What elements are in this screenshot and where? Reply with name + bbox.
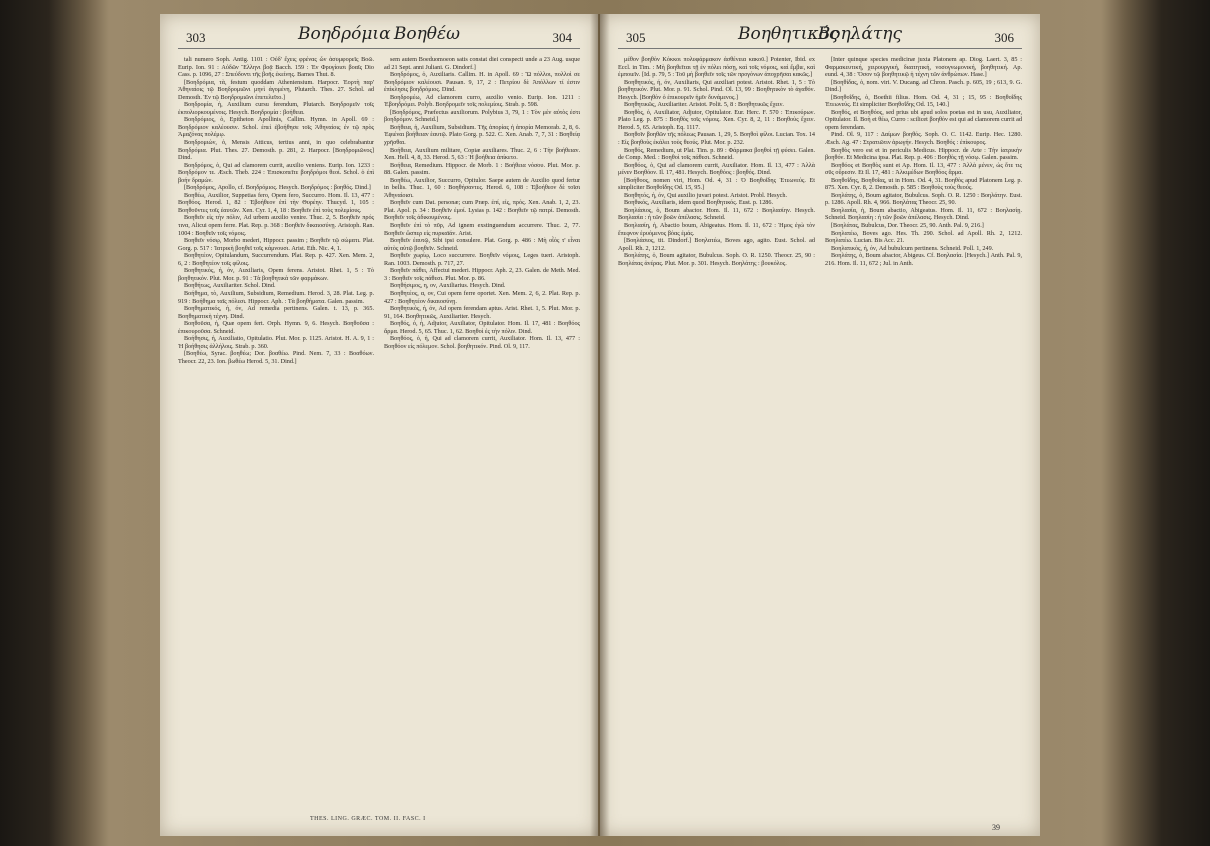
paragraph: [Βοηλάτας, Bubulcus, Dor. Theocr. 25, 90. Anth. Pal. 9, 216.] bbox=[831, 222, 984, 230]
running-headword: Βοηθέω bbox=[393, 24, 460, 44]
paragraph: Βοηθὸς vero est et in periculis Medicus. Hippocr. de Arte : Τὴν ἰατρικὴν βοηθόν. Et Medicina ipsa. Plat. Rep. p. 406 : Βοηθὸς τῇ νόσῳ. Galen. passim. bbox=[825, 146, 1022, 162]
paragraph: Βοήθεια, Auxilium militare, Copiæ auxiliares. Thuc. 2, 6 : Τὴν βοήθειαν. Xen. Hell. 4, 8, 33. Herod. 5, 63 : Ἡ βοήθεια ἀπίκετο. bbox=[384, 146, 580, 162]
paragraph: Βοηδρομιών, ὁ, Mensis Atticus, tertius anni, in quo celebrabantur Βοηδρόμια. Plut. Thes. 27. Demosth. p. 281, 2. Harpocr. [Βοηδρομιῶνος] Dind. bbox=[178, 139, 374, 162]
header-rule bbox=[618, 48, 1022, 49]
running-headword: Βοηθητικός bbox=[738, 24, 839, 44]
right-page bbox=[600, 14, 1040, 836]
paragraph: Βοηθικός, Auxiliaris, idem quod Βοηθητικός. Eust. p. 1286. bbox=[624, 199, 774, 207]
paragraph: [Βοηδρόμια, τὰ, festum quoddam Atheniensium. Harpocr. Ἑορτὴ παρ' Ἀθηναίοις τῷ Βοηδρομιῶνι μηνὶ ἀγομένη, Plutarch. Thes. 27. Schol. ad Demosth. Ἐν τῷ Βοηδρομιῶνι ἐπετελεῖτο.] bbox=[178, 78, 374, 101]
paragraph: Βοηθεῖν εἰς τὴν πόλιν, Ad urbem auxilio venire. Thuc. 2, 5. Βοηθεῖν πρός τινα, Alicui opem ferre. Plat. Rep. p. 368 : Βοηθεῖν δικαιοσύνῃ. Aristoph. Ran. 1004 : Βοηθεῖν τοῖς νόμοις. bbox=[178, 214, 374, 237]
page-number: 305 bbox=[626, 30, 646, 45]
paragraph: Βοηθητικός, ή, όν, Ad opem ferendam aptus. Arist. Rhet. 1, 5. Plut. Mor. p. 91, 164. Βοηθητικῶς, Auxiliariter. Hesych. bbox=[384, 305, 580, 320]
paragraph: Βοηθόος, ὁ, Qui ad clamorem currit, Auxiliator. Hom. Il. 13, 477 : Ἀλλὰ μένεν Βοηθόον. Il. 17, 481. Hesych. Βοηθόος : βοηθός. Dind. bbox=[618, 161, 815, 177]
paragraph: Βοηθητός, ή, όν, Qui auxilio juvari potest. Aristot. Probl. Hesych. bbox=[624, 191, 788, 199]
paragraph: Βοηθοΐδης, Βοηθοΐας, ut in Hom. Od. 4, 31. Βοηθὸς apud Platonem Leg. p. 875. Xen. Cyr. 8, 2. Demosth. p. 585 : Βοηθοὺς τοὺς θεούς. bbox=[825, 176, 1022, 192]
text-columns bbox=[618, 56, 1022, 822]
paragraph: Βοηθητικός, ή, όν, Auxiliaris, Opem ferens. Aristot. Rhet. 1, 5 : Τὸ βοηθητικόν. Plut. Mor. p. 91 : Τὰ βοηθητικὰ τῶν φαρμάκων. bbox=[178, 267, 374, 282]
page-number: 306 bbox=[994, 30, 1014, 45]
page-footer: THES. LING. GRÆC. TOM. II. FASC. I bbox=[310, 816, 426, 822]
text-column bbox=[618, 56, 815, 822]
paragraph: Βοηλατέω, Boves ago. Hes. Th. 290. Schol. ad Apoll. Rh. 2, 1212. Βοηλατέω. Lucian. Bis Acc. 21. bbox=[825, 229, 1022, 245]
paragraph: Βοηθεῖν χωρίῳ, Loco succurrere. Βοηθεῖν νόμοις, Leges tueri. Aristoph. Ran. 1003. Demosth. p. 717, 27. bbox=[384, 252, 580, 267]
paragraph: Βοηδρόμιος, ὁ, Epitheton Apollinis, Callim. Hymn. in Apoll. 69 : Βοηδρόμιον καλέουσιν. Schol. ἐπεὶ ἐβοήθησε τοῖς Ἀθηναίοις ἐν τῷ πρὸς Ἀμαζόνας πολέμῳ. bbox=[178, 116, 374, 139]
signature-mark: 39 bbox=[992, 823, 1000, 832]
paragraph: [Βοηθοΐδης, ὁ, Boethii filius. Hom. Od. 4, 31 ; 15, 95 : Βοηθοΐδης Ἐτεωνεύς. Et simpliciter Βοηθοΐδης Od. 15, 140.] bbox=[825, 93, 1022, 109]
paragraph: Βοηθέω, Auxilior, Suppetias fero, Opem fero, Succurro. Hom. Il. 13, 477 : Βοηθόος. Herod. 1, 82 : Ἐβοήθεον ἐπὶ τὴν Θυρέην. Thucyd. 1, 105 : Βοηθοῦντες τοῖς ἑαυτῶν. Xen. Cyr. 1, 4, 18 : Βοηθεῖν ἐπὶ τοὺς πολεμίους. bbox=[178, 191, 374, 214]
paragraph: Βοηλασία, ἡ, Boum abactio, Abigeatus. Hom. Il. 11, 672 : Βοηλασίῃ. Schneid. Βοηλασίη : ἡ τῶν βοῶν ἀπέλασις. Hesych. Dind. bbox=[825, 206, 1022, 222]
paragraph: Βοηδρόμος, ὁ, Qui ad clamorem currit, auxilio veniens. Eurip. Ion. 1233 : Βοηδρόμον τε. Æsch. Theb. 224 : Ἐπισκοπεῖτε βοηδρόμοι θεοί. Schol. ὁ ἐπὶ βοήν δραμών. bbox=[178, 161, 374, 184]
left-page-header bbox=[178, 24, 580, 50]
paragraph: tali numero Soph. Antig. 1101 : Οὐδ' ἔχεις φρένας ὧν ἀσυμφορεῖς Βοῶ. Eurip. Ion. 91 : Αὐδῶν Ἕλληνι βοᾷ Bacch. 159 : Ἐν Φρυγίοισι βοαῖς Dio Cass. p. 1096, 27 : Σπεύδοντι τῆς βοῆς ἐκείνης. Barnes Thut. 8. bbox=[178, 56, 374, 79]
paragraph: [Βοήθοος, nomen viri, Hom. Od. 4, 31 : Ὁ Βοηθοΐδης Ἐτεωνεύς. Et simpliciter Βοηθοΐδης Od. 15, 95.] bbox=[618, 176, 815, 192]
paragraph: Βοηλασίη, ἡ, Abactio boum, Abigeatus. Hom. Il. 11, 672 : Ἡμος ἐγὼ τὸν ἔπεφνον ἐρυόμενος βόας ἐμάς. bbox=[618, 222, 815, 237]
paragraph: Βοηθόος, ὁ, ἡ, Qui ad clamorem currit, Auxiliator. Hom. Il. 13, 477 : Βοηθόον εἰς πόλεμον. Schol. βοηθητικόν. Pind. Ol. 9, 117. bbox=[384, 335, 580, 350]
paragraph: Pind. Ol. 9, 117 : Δαίμων βοηθός. Soph. O. C. 1142. Eurip. Hec. 1280. Æsch. Ag. 47 : Στρατιῶτιν ἀρωγήν. Hesych. Βοηθός : ἐπίκουρος. bbox=[825, 131, 1022, 147]
paragraph: μέθον βοηθὸν Κόκκοι πολυφάρμακον ἀσθένεια κακοῦ.] Potenter, Ibid. ex Eccl. in Tim. : Μὴ βοηθεῖται τῇ ἐν πόλει πόσῃ, καὶ τοῖς νόμοις, καὶ ἔμβιε, καὶ ἐμποιεῖν. [Id. p. 79, 5 : Τοῦ μὴ βοηθεῖν τοῖς τῶν προγόνων ἀποχρῆσαι κακῶς.] bbox=[618, 56, 815, 79]
paragraph: Βοηθοῦσα, ἡ, Quæ opem fert. Orph. Hymn. 9, 6. Hesych. Βοηθοῦσα : ἐπικουροῦσα. Schneid. bbox=[178, 320, 374, 335]
paragraph: [Βοηδρόμος, Præfectus auxiliorum. Polybius 3, 79, 1 : Τὸν μὲν αὐτὸς ἐστι βοηδρόμον. Schneid.] bbox=[384, 108, 580, 124]
paragraph: Βοηλατικὸς, ή, όν, Ad bubulcum pertinens. Schneid. Poll. 1, 249. bbox=[831, 244, 994, 252]
text-columns bbox=[178, 56, 580, 822]
paragraph: Βοηθός, Remedium, ut Plat. Tim. p. 89 : Φάρμακα βοηθοὶ τῇ φύσει. Galen. de Comp. Med. : Βοηθοὶ τοῖς πάθεσι. Schneid. bbox=[618, 146, 815, 162]
paragraph: Βοηθὸς, ὁ, Auxiliator, Adjutor, Opitulator. Eur. Herc. F. 570 : Ἐπικούρων. Plato Leg. p. 875 : Βοηθὸς τοῖς νόμοις. Xen. Cyr. 8, 2, 11 : Βοηθοὺς ἔχειν. Herod. 5, 65. Aristoph. Eq. 1117. bbox=[618, 108, 815, 131]
paragraph: Βοηθηματικός, ή, όν, Ad remedia pertinens. Galen. t. 13, p. 365. Βοηθηματικὴ τέχνη. Dind. bbox=[178, 305, 374, 320]
header-rule bbox=[178, 48, 580, 49]
paragraph: Βοηθητικός, ή, όν, Auxiliaris, Qui auxiliari potest. Aristot. Rhet. 1, 5 : Τὸ βοηθητικόν. Plut. Mor. p. 91. Schol. Pind. Ol. 13, 99 : Βοηθητικὸν τὸ ἀγαθόν. Hesych. [Βοηθὸν ὁ ἐπικουρεῖν ἡμῖν δυνάμενος.] bbox=[618, 78, 815, 101]
paragraph: Βοηθοῖν βοηθῶν τῆς πόλεως Pausan. 1, 29, 5. Βοηθοὶ φίλοι. Lucian. Tox. 14 : Εἰς βοηθοὺς ἐκάλει τοὺς θεούς. Plut. Mor. p. 232. bbox=[618, 131, 815, 147]
paragraph: [Βοηθέω, Syrac. βοηθέω; Dor. βοαθέω. Pind. Nem. 7, 33 : Βοαθόων. Theocr. 22, 23. Ion. βωθέω Herod. 5, 31. Dind.] bbox=[178, 350, 374, 365]
paragraph: Βοηδρομία, ἡ, Auxilium cursu ferendum, Plutarch. Βοηδρομεῖν τοῖς ἐκπολιορκουμένοις. Hesych. Βοηδρομία : βοήθεια. bbox=[178, 101, 374, 116]
left-page bbox=[160, 14, 598, 836]
paragraph: Βοηθέω, Auxilior, Succurro, Opitulor. Saepe autem de Auxilio quod fertur in bellis. Thuc. 1, 60 : Βοηθήσαντες. Herod. 6, 108 : Ἐβοήθεον δὲ τοῖσι Ἀθηναίοισι. bbox=[384, 176, 580, 199]
paragraph: Βοήθημα, τὸ, Auxilium, Subsidium, Remedium. Herod. 3, 28. Plat. Leg. p. 919 : Βοήθημα ταῖς πόλεσι. Hippocr. Aph. : Τὰ βοηθήματα. Galen. passim. bbox=[178, 289, 374, 305]
paragraph: Βοηδρόμος, ὁ, Auxiliaris. Callim. H. in Apoll. 69 : Ὤ πόλλοι, πολλοὶ σε Βοηδρόμιον καλέουσι. Pausan. 9, 17, 2 : Πετρίου δὲ Ἀπόλλων τί ἐστιν ἐπίκλησις βοηδρόμιος. Dind. bbox=[384, 71, 580, 94]
paragraph: Βοηθόος et Βοηθὸς sunt et Ap. Hom. Il. 13, 477 : Ἀλλὰ μένεν, ὡς ὅτε τις σῦς οὔρεσιν. Et Il. 17, 481 : Ἀλκιμέδων Βοηθόος ἅρμα. bbox=[825, 161, 1022, 177]
paragraph: Βοηθήσιμος, η, ον, Auxiliarius. Hesych. Dind. bbox=[390, 282, 506, 290]
paragraph: Βοηθήτως, Auxiliariter. Schol. Dind. bbox=[184, 282, 276, 290]
paragraph: Βοηλάσιος, ὁ, Boum abactor. Hom. Il. 11, 672 : Βοηλασίην. Hesych. Βοηλασία : ἡ τῶν βοῶν ἀπέλασις. Schneid. bbox=[618, 206, 815, 222]
paragraph: Βοήθεια, ἡ, Auxilium, Subsidium. Τῆς ἀπορίας ἡ ἀπορία Memorab. 2, 8, 6. Ἐφιέναι βοήθειαν ἑαυτῷ. Plato Gorg. p. 522. C. Xen. Anab. 7, 7, 31 : Βοηθείᾳ χρῆσθαι. bbox=[384, 123, 580, 147]
text-column bbox=[825, 56, 1022, 822]
paragraph: Βοηθητέος, α, ον, Cui opem ferre oportet. Xen. Mem. 2, 6, 2. Plat. Rep. p. 427 : Βοηθητέον δικαιοσύνῃ. bbox=[384, 289, 580, 305]
paragraph: Βοηθεῖν cum Dat. personæ; cum Præp. ἐπί, εἰς, πρός. Xen. Anab. 1, 2, 23. Plat. Apol. p. 34 : Βοηθεῖν ἐμοί. Lysias p. 142 : Βοηθεῖν τῷ πατρί. Demosth. Βοηθεῖν τοῖς ἀδικουμένοις. bbox=[384, 199, 580, 222]
paragraph: Βοήθεια, Remedium. Hippocr. de Morb. 1 : Βοήθεια νόσου. Plut. Mor. p. 88. Galen. passim. bbox=[384, 161, 580, 177]
running-headword: Βοηδρόμια bbox=[298, 24, 391, 44]
page-number: 303 bbox=[186, 30, 206, 45]
running-headword: Βοηλάτης bbox=[817, 24, 902, 44]
paragraph: [Βοηδρόμος, Apollo, cf. Βοηδρόμιος. Hesych. Βοηδρόμος : βοηθός. Dind.] bbox=[184, 184, 371, 192]
paragraph: Βοηθός, ὁ, ἡ, Adjutor, Auxiliator, Opitulator. Hom. Il. 17, 481 : Βοηθόος ἅρμα. Herod. 5, 65. Thuc. 1, 62. Βοηθοὶ ἐς τὴν πόλιν. Dind. bbox=[384, 320, 580, 335]
paragraph: Βοηθός, et Βοηθόος, sed prius ubi apud solos poetas est in usu, Auxiliator, Opitulator. Il. Βοὴ et θέω, Curro : scilicet βοηθὸν est qui ad clamorem currit ad opem ferendam. bbox=[825, 108, 1022, 131]
paragraph: Βοηθεῖν ἐπὶ τὸ πῦρ, Ad ignem exstinguendum accurrere. Thuc. 2, 77. Βοηθεῖν ὥσπερ εἰς πυρκαϊάν. Arist. bbox=[384, 222, 580, 237]
text-column bbox=[178, 56, 374, 822]
paragraph: Βοηθεῖν ἑαυτῷ, Sibi ipsi consulere. Plat. Gorg. p. 486 : Μὴ οἷός τ' εἶναι αὐτὸς αὑτῷ βοηθεῖν. Schneid. bbox=[384, 237, 580, 252]
paragraph: Βοήθησις, ἡ, Auxiliatio, Opitulatio. Plut. Mor. p. 1125. Aristot. H. A. 9, 1 : Ἡ βοήθησις ἀλλήλοις. Strab. p. 360. bbox=[178, 335, 374, 350]
paragraph: Βοηλάτης, ὁ, Boum abactor, Abigeus. Cf. Βοηλασία. [Hesych.] Anth. Pal. 9, 216. Hom. Il. 11, 672 ; Jul. in Anth. bbox=[825, 252, 1022, 267]
paragraph: Βοηδρομέω, Ad clamorem curro, auxilio venio. Eurip. Ion. 1211 : Ἐβοηδρόμει. Polyb. Βοηδρομεῖν τοῖς πολεμίοις. Strab. p. 598. bbox=[384, 93, 580, 109]
paragraph: sem autem Boeduomoeon satis constat diei conspecti unde a 23 Aug. usque ad 21 Sept. anni Juliani. G. Dindorf.] bbox=[384, 56, 580, 71]
paragraph: Βοηθητέον, Opitulandum, Succurrendum. Plat. Rep. p. 427. Xen. Mem. 2, 6, 2 : Βοηθητέον τοῖς φίλοις. bbox=[178, 252, 374, 267]
book-gutter bbox=[590, 14, 610, 836]
text-column bbox=[384, 56, 580, 822]
paragraph: Βοηθεῖν πάθει, Affectui mederi. Hippocr. Aph. 2, 23. Galen. de Meth. Med. 3 : Βοηθεῖν τοῖς πάθεσι. Plut. Mor. p. 86. bbox=[384, 267, 580, 282]
paragraph: Βοηλάτης, ὁ, Boum agitator, Bubulcus. Soph. O. R. 1250 : Βοηλάτην. Eust. p. 1286. Apoll. Rh. 4, 966. Βοηλάτας Theocr. 25, 90. bbox=[825, 191, 1022, 207]
paragraph: [Βοηθίδας, ὁ, nom. viri. V. Ducang. ad Chron. Pasch. p. 605, 19 ; 613, 9. G. Dind.] bbox=[825, 78, 1022, 94]
right-page-header bbox=[618, 24, 1022, 50]
paragraph: [Βοηλάσιος, tit. Dindorf.] Βοηλατέω, Boves ago, agito. Eust. Schol. ad Apoll. Rh. 2, 1212. bbox=[618, 237, 815, 252]
page-number: 304 bbox=[552, 30, 572, 45]
paragraph: Βοηθητικῶς, Auxiliariter. Aristot. Polit. 5, 8 : Βοηθητικῶς ἔχειν. bbox=[624, 101, 784, 109]
paragraph: Βοηλάτης, ὁ, Boum agitator, Bubulcus. Soph. O. R. 1250. Theocr. 25, 90 : Βοηλάτας ἀνέρας. Plut. Mor. p. 301. Hesych. Βοηλάτης : βουκόλος. bbox=[618, 252, 815, 267]
paragraph: [Inter quinque species medicinæ juxta Platonem ap. Diog. Laert. 3, 85 : Φαρμακευτική, χειρουργική, διαιτητική, νοσογνωμονική, βοηθητική. Ap. eund. 4, 38 : Ὅσον τῷ βοηθητικῷ ἡ τέχνη τῶν ἀνθρώπων. Hase.] bbox=[825, 56, 1022, 79]
paragraph: Βοηθεῖν νόσῳ, Morbo mederi, Hippocr. passim ; Βοηθεῖν τῷ σώματι. Plat. Gorg. p. 517 : Ἰατρικὴ βοηθεῖ τοῖς κάμνουσι. Arist. Eth. Nic. 4, 1. bbox=[178, 237, 374, 252]
